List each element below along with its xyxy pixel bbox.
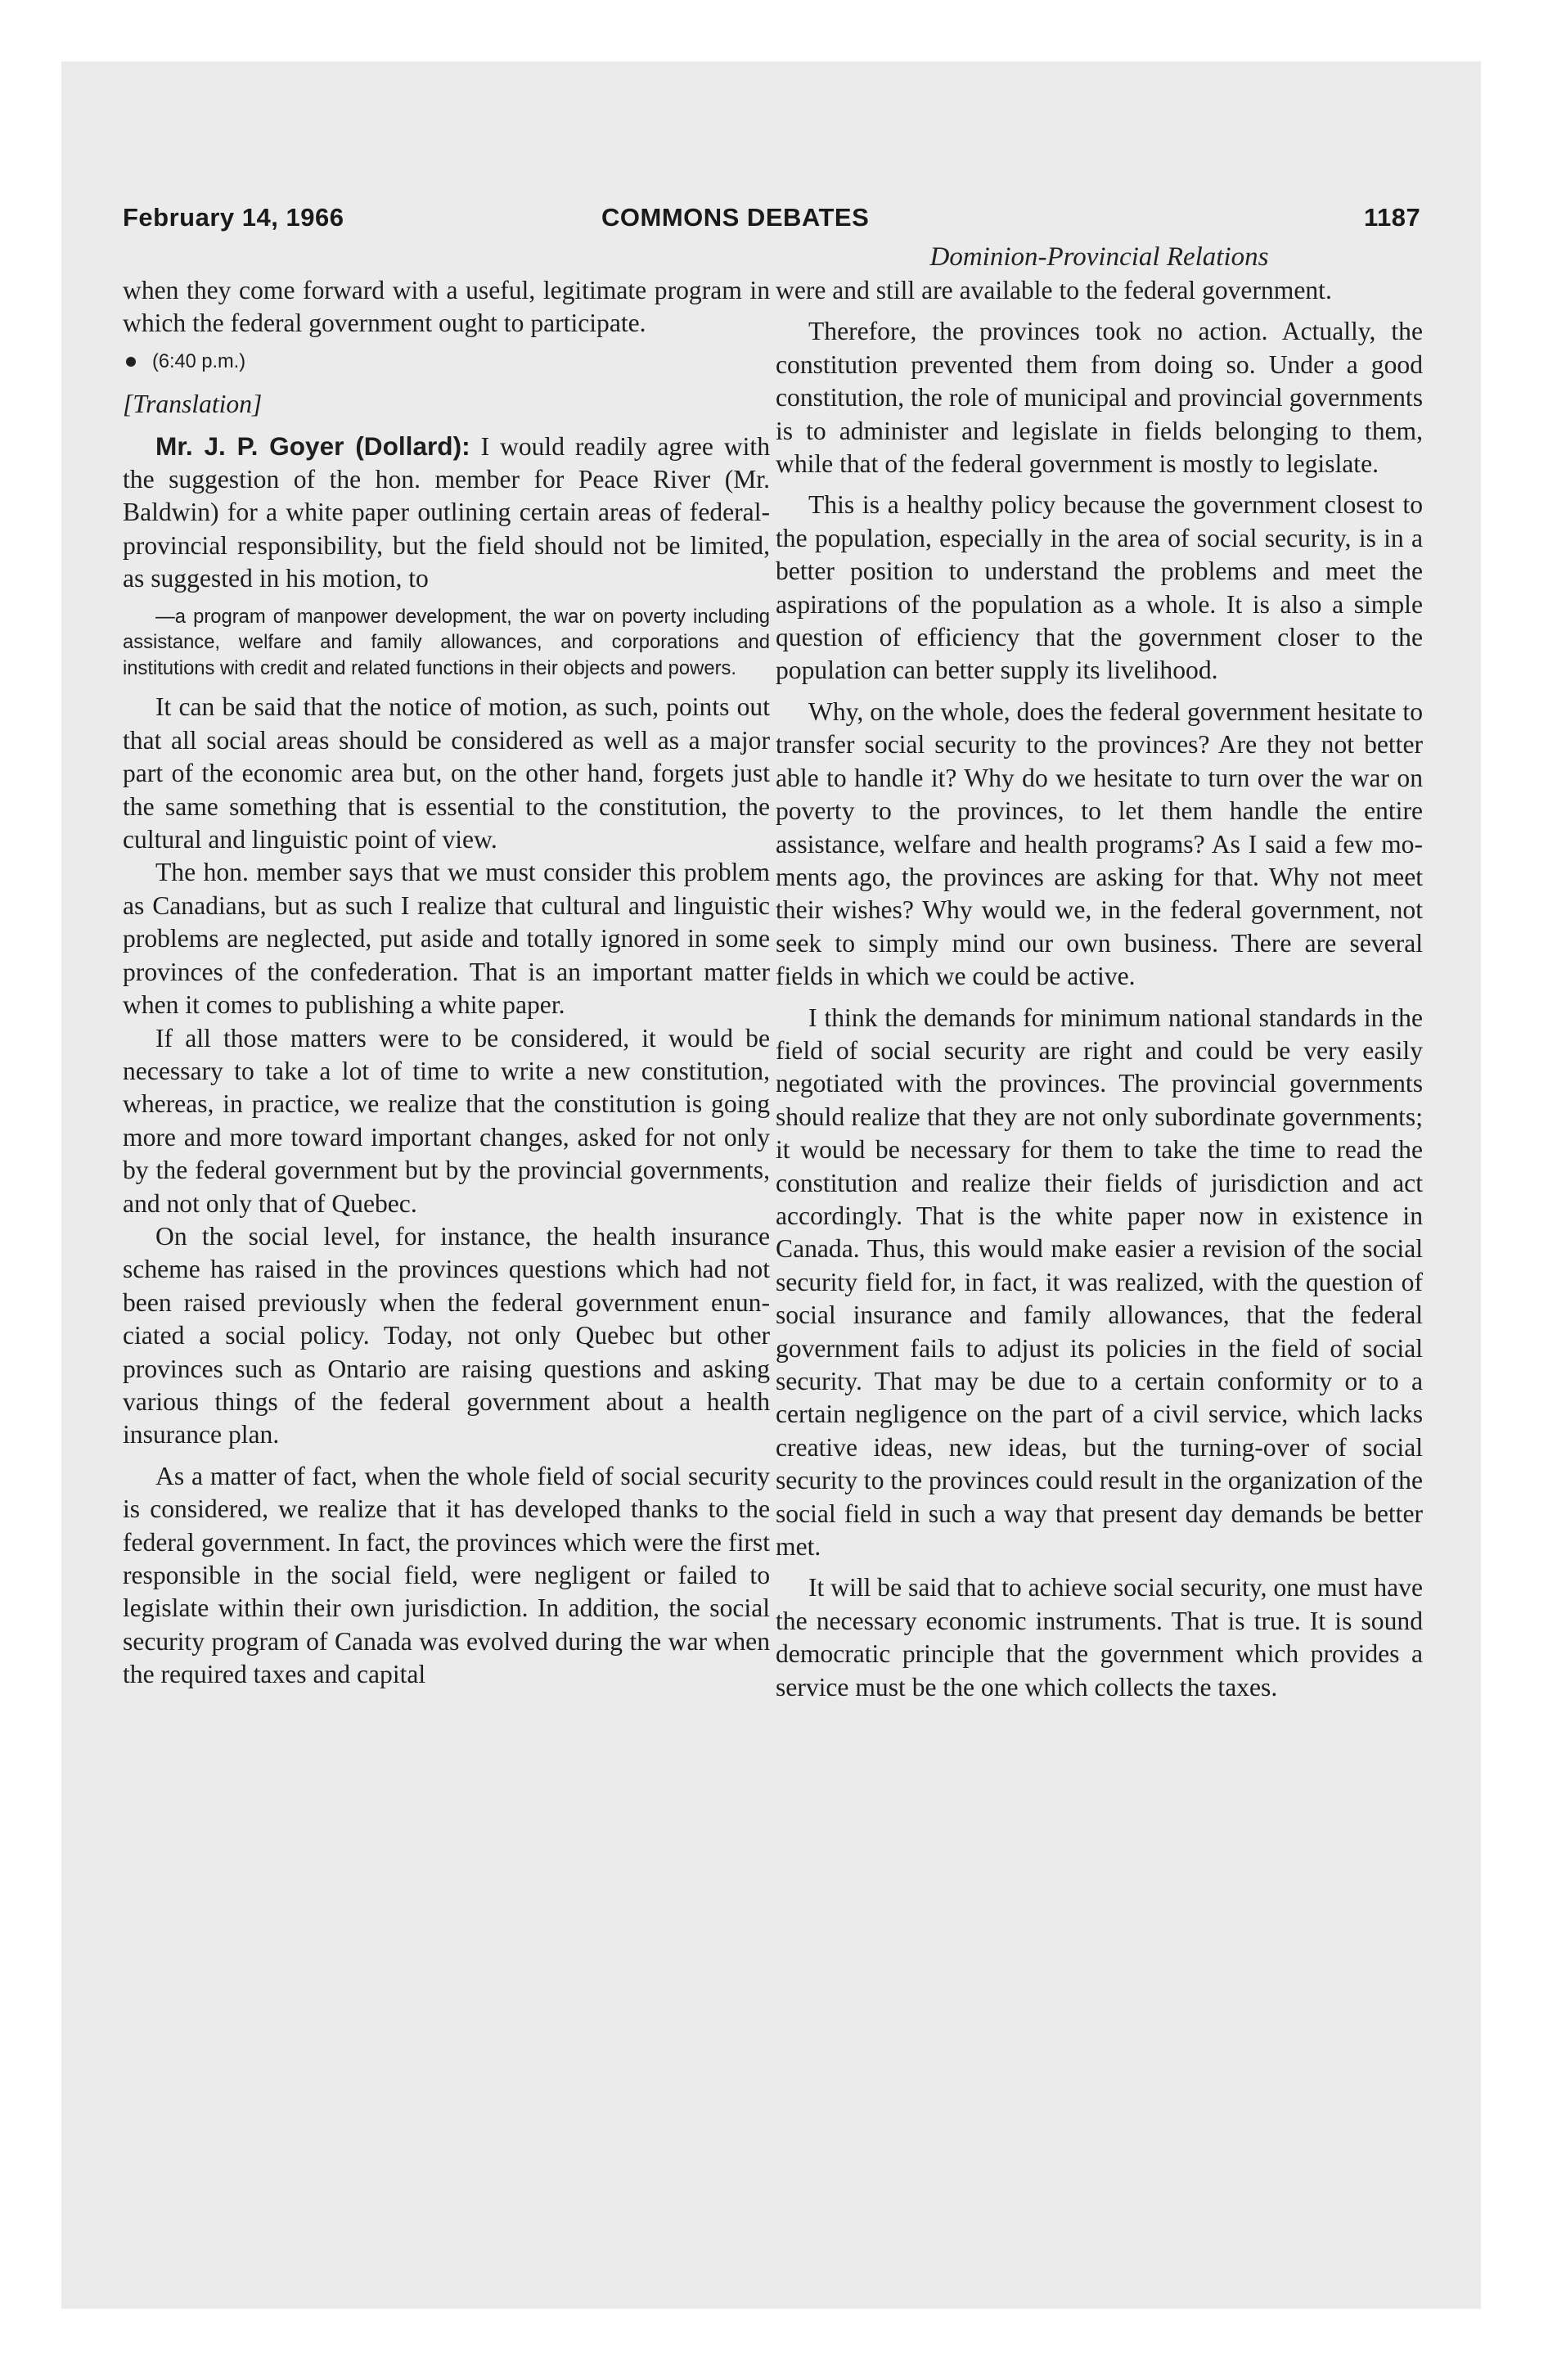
- paragraph: Why, on the whole, does the federal government hesitate to transfer social security to the provinces? Are they not better able to handle it? Why do we hesitate to turn over the war on poverty to the provinces, to let them handle the entire assistance, welfare and health programs? As I said a few moments ago, the provinces are asking for that. Why not meet their wishes? Why would we, in the federal government, not seek to simply mind our own business. There are several fields in which we could be active.: [776, 696, 1423, 991]
- time-text: (6:40 p.m.): [152, 350, 246, 372]
- paragraph: Therefore, the provinces took no action. Actually, the constitution prevented them from doing so. Under a good constitution, the role of municipal and provincial governments is to administer and legislate in fields belonging to them, while that of the federal government is mostly to legislate.: [776, 317, 1423, 479]
- bullet-icon: [126, 357, 136, 367]
- quoted-motion: —a program of manpower development, the war on poverty including assistance, welfare and family allowances, and corporations and institutions with credit and related functions in their objects and powers.: [123, 605, 770, 679]
- header-date: February 14, 1966: [123, 203, 344, 232]
- speaker-paragraph: [123, 430, 770, 596]
- section-subtitle: Dominion-Provincial Relations: [929, 242, 1269, 272]
- paragraph: If all those matters were to be considered, it would be necessary to take a lot of time to write a new constitution, whereas, in practice, we realize that the constitution is going more and more toward important changes, asked for not only by the federal government but by the provincial governments, and not only that of Quebec.: [123, 1023, 770, 1218]
- speech-text: I would readily agree with the suggestion of the hon. member for Peace River (Mr. Baldwin) for a white paper outlining certain areas of federal-provincial responsibility, but the field should not be limited, as suggested in his motion, to: [123, 431, 770, 593]
- right-column: [776, 274, 1423, 1704]
- paragraph: when they come forward with a useful, legitimate program in which the federal government ought to participate.: [123, 276, 770, 338]
- paragraph: It can be said that the notice of motion, as such, points out that all social areas should be considered as well as a major part of the economic area but, on the other hand, forgets just the same something that is essential to the constitution, the cultural and linguistic point of view.: [123, 692, 770, 854]
- paragraph: On the social level, for instance, the health insurance scheme has raised in the provinces questions which had not been raised previously when the federal government enunciated a social policy. Today, not only Quebec but other provinces such as Ontario are raising questions and asking various things of the federal government about a health insurance plan.: [123, 1221, 770, 1449]
- paragraph: were and still are available to the federal government.: [776, 276, 1332, 304]
- paragraph: The hon. member says that we must consider this problem as Canadians, but as such I realize that cultural and linguistic problems are neglected, put aside and totally ignored in some provinces of the confederation. That is an important matter when it comes to publishing a white paper.: [123, 858, 770, 1020]
- header-page-number: 1187: [1364, 203, 1421, 232]
- paragraph: As a matter of fact, when the whole field of social security is considered, we realize that it has developed thanks to the federal government. In fact, the provinces which were the first responsible in the social field, were negligent or failed to legislate within their own jurisdiction. In addition, the social security program of Canada was evolved during the war when the required taxes and capital: [123, 1461, 770, 1689]
- paragraph: This is a healthy policy because the government closest to the population, especially in the area of social security, is in a better position to understand the problems and meet the aspirations of the population as a whole. It is also a simple question of efficiency that the government closer to the population can better supply its livelihood.: [776, 490, 1423, 685]
- paragraph: It will be said that to achieve social security, one must have the necessary economic instruments. That is true. It is sound democratic principle that the government which provides a service must be the one which collects the taxes.: [776, 1573, 1423, 1702]
- time-stamp: [123, 345, 770, 378]
- translation-label: [Translation]: [123, 390, 263, 419]
- header-title: COMMONS DEBATES: [601, 203, 870, 232]
- speaker-name: Mr. J. P. Goyer (Dollard):: [155, 430, 470, 461]
- paragraph: I think the demands for minimum national standards in the field of social security are right and could be very easily negotiated with the provinces. The provincial governments should realize that they are not only subordinate governments; it would be necessary for them to take the time to read the constitution and realize their fields of jurisdiction and act accordingly. That is the white paper now in existence in Canada. Thus, this would make easier a revision of the social security field for, in fact, it was realized, with the question of social insurance and family allowances, that the federal government fails to adjust its policies in the field of social security. That may be due to a certain conformity or to a certain negligence on the part of a civil service, which lacks creative ideas, new ideas, but the turning-over of social security to the provinces could result in the organization of the social field in such a way that present day demands be better met.: [776, 1003, 1423, 1562]
- left-column: [123, 274, 770, 1692]
